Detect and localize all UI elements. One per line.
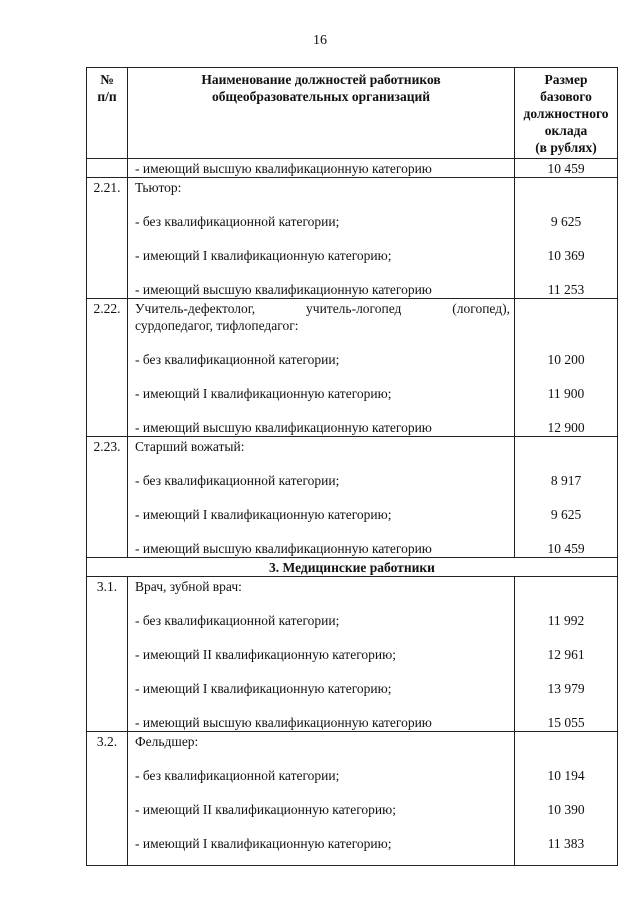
table-header <box>87 68 618 159</box>
table-row <box>87 732 618 866</box>
table-row <box>87 178 618 299</box>
row-name: - имеющий высшую квалификационную категорию <box>128 159 515 178</box>
salary-table <box>86 67 618 866</box>
row-name: Учитель-дефектолог, учитель-логопед (логопед), сурдопедагог, тифлопедагог: - без квалификационной категории; - имеющий I квалификационную категорию; - имеющий высшую квалификационную категорию <box>128 299 515 437</box>
table-row <box>87 577 618 732</box>
table-row <box>87 299 618 437</box>
section-heading <box>87 558 618 577</box>
table-row <box>87 437 618 558</box>
table-row <box>87 159 618 178</box>
header-name: Наименование должностей работников общеобразовательных организаций <box>128 68 515 159</box>
row-num: 2.22. <box>87 299 128 437</box>
row-value: 11 992 12 961 13 979 15 055 <box>515 577 618 732</box>
row-num: 3.2. <box>87 732 128 866</box>
header-salary: Размер базового должностного оклада (в рублях) <box>515 68 618 159</box>
page-number: 16 <box>313 33 327 48</box>
section-title: 3. Медицинские работники <box>87 558 618 577</box>
row-value: 10 459 <box>515 159 618 178</box>
row-name: Фельдшер: - без квалификационной категории; - имеющий II квалификационную категорию; - имеющий I квалификационную категорию; <box>128 732 515 866</box>
header-num: № п/п <box>87 68 128 159</box>
row-name: Старший вожатый: - без квалификационной категории; - имеющий I квалификационную категорию; - имеющий высшую квалификационную категорию <box>128 437 515 558</box>
row-num <box>87 159 128 178</box>
row-name: Тьютор: - без квалификационной категории; - имеющий I квалификационную категорию; - имеющий высшую квалификационную категорию <box>128 178 515 299</box>
row-num: 2.23. <box>87 437 128 558</box>
row-name: Врач, зубной врач: - без квалификационной категории; - имеющий II квалификационную категорию; - имеющий I квалификационную категорию; - имеющий высшую квалификационную категорию <box>128 577 515 732</box>
row-value: 10 200 11 900 12 900 <box>515 299 618 437</box>
row-value: 10 194 10 390 11 383 <box>515 732 618 866</box>
row-num: 2.21. <box>87 178 128 299</box>
row-value: 8 917 9 625 10 459 <box>515 437 618 558</box>
row-num: 3.1. <box>87 577 128 732</box>
row-value: 9 625 10 369 11 253 <box>515 178 618 299</box>
